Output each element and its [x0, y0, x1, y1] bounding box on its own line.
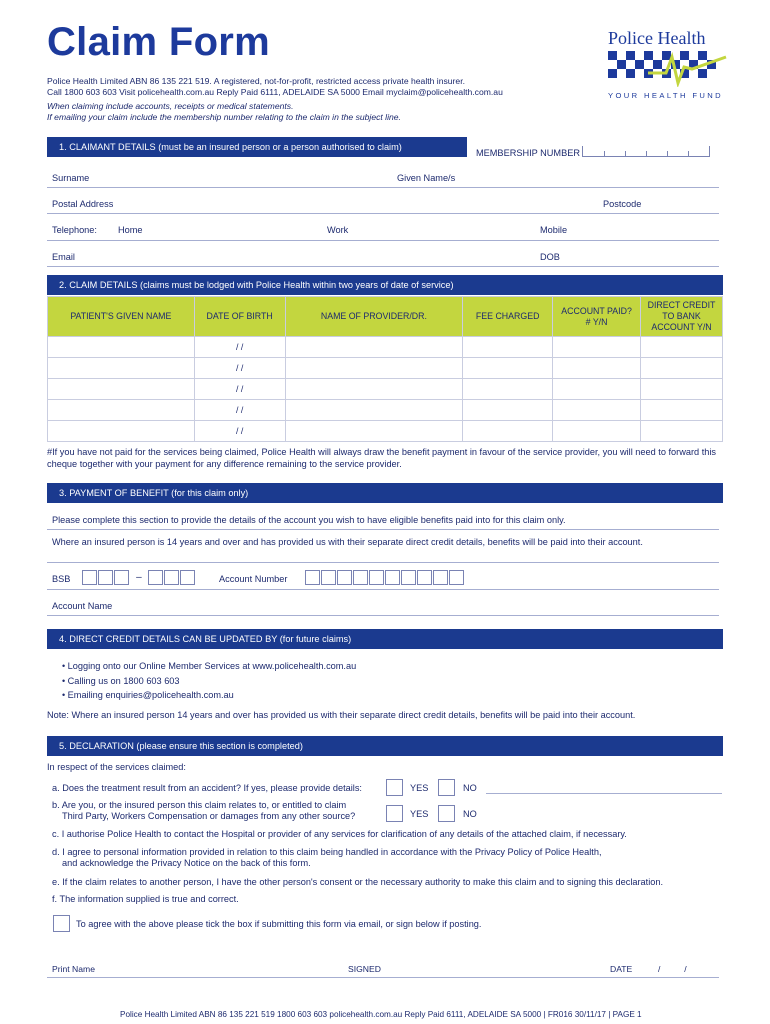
section3-bar: 3. PAYMENT OF BENEFIT (for this claim only) — [47, 483, 723, 503]
col-patient-name: PATIENT'S GIVEN NAME — [48, 297, 195, 337]
bullet-text: Logging onto our Online Member Services at www.policehealth.com.au — [67, 661, 357, 671]
question-b-line2: Third Party, Workers Compensation or damages from any other source? — [62, 811, 356, 821]
statement-d-line2: and acknowledge the Privacy Notice on the back of this form. — [62, 858, 311, 868]
postal-address-field[interactable] — [47, 213, 719, 214]
work-phone-label: Work — [327, 225, 349, 235]
col-fee: FEE CHARGED — [463, 297, 553, 337]
update-option-phone: • Calling us on 1800 603 603 — [62, 676, 180, 686]
signed-label: SIGNED — [348, 964, 381, 974]
telephone-label: Telephone: — [52, 225, 97, 235]
home-phone-label: Home — [118, 225, 143, 235]
given-names-label: Given Name/s — [397, 173, 456, 183]
statement-d-line1: d. I agree to personal information provided in relation to this claim being handled in accordance with the Privacy Policy of Police Health, — [52, 847, 602, 857]
table-row[interactable] — [48, 400, 723, 421]
insurer-info: Police Health Limited ABN 86 135 221 519. A registered, not-for-profit, restricted access private health insurer. — [47, 76, 465, 86]
agree-text: To agree with the above please tick the box if submitting this form via email, or sign below if posting. — [76, 919, 482, 929]
membership-label: MEMBERSHIP NUMBER — [476, 148, 580, 158]
direct-credit-note: Note: Where an insured person 14 years and over has provided us with their separate direct credit details, benefits will be paid into their account. — [47, 710, 636, 720]
dob-cell[interactable]: / / — [194, 379, 285, 400]
telephone-field[interactable] — [47, 240, 719, 241]
payment-note: #If you have not paid for the services being claimed, Police Health will always draw the benefit payment in favour of the service provider, you will need to forward this cheque together with your payment for any difference remaining to the service provider. — [47, 447, 716, 469]
col-account-paid: ACCOUNT PAID?# Y/N — [553, 297, 641, 337]
email-field[interactable] — [47, 266, 719, 267]
print-name-label: Print Name — [52, 964, 95, 974]
logo-tagline: YOUR HEALTH FUND — [608, 91, 724, 100]
divider — [47, 529, 719, 530]
claims-table — [47, 296, 723, 442]
police-health-logo — [608, 28, 728, 100]
membership-number-field[interactable] — [582, 146, 710, 157]
third-party-no-checkbox[interactable] — [438, 805, 455, 822]
col-direct-credit: DIRECT CREDIT TO BANK ACCOUNT Y/N — [641, 297, 723, 337]
section1-bar: 1. CLAIMANT DETAILS (must be an insured person or a person authorised to claim) — [47, 137, 467, 157]
section2-bar: 2. CLAIM DETAILS (claims must be lodged with Police Health within two years of date of service) — [47, 275, 723, 295]
accident-no-checkbox[interactable] — [438, 779, 455, 796]
divider — [47, 562, 719, 563]
col-dob: DATE OF BIRTH — [194, 297, 285, 337]
statement-f: f. The information supplied is true and correct. — [52, 894, 239, 904]
question-a: a. Does the treatment result from an accident? If yes, please provide details: — [52, 783, 362, 793]
account-name-label: Account Name — [52, 601, 113, 611]
dob-cell[interactable]: / / — [194, 421, 285, 442]
question-b-line1: b. Are you, or the insured person this claim relates to, or entitled to claim — [52, 800, 347, 810]
logo-name: Police Health — [608, 28, 706, 48]
yes-label: YES — [410, 783, 429, 793]
account-number-field[interactable] — [305, 569, 465, 587]
yes-label: YES — [410, 809, 429, 819]
footer-text: Police Health Limited ABN 86 135 221 519 1800 603 603 policehealth.com.au Reply Paid 6111, ADELAIDE SA 5000 | FR016 30/11/17 | PAGE 1 — [120, 1010, 642, 1019]
accident-details-field[interactable] — [486, 793, 722, 794]
bullet-text: Calling us on 1800 603 603 — [67, 676, 180, 686]
date-slashes: / / — [658, 964, 687, 974]
bsb-label: BSB — [52, 574, 71, 584]
col-provider: NAME OF PROVIDER/DR. — [285, 297, 463, 337]
date-label: DATE — [610, 964, 633, 974]
divider — [47, 589, 719, 590]
bsb-field[interactable]: – — [82, 569, 196, 587]
section5-bar: 5. DECLARATION (please ensure this section is completed) — [47, 736, 723, 756]
no-label: NO — [463, 809, 477, 819]
surname-label: Surname — [52, 173, 90, 183]
agree-checkbox[interactable] — [53, 915, 70, 932]
checkered-heartbeat-icon — [608, 51, 728, 87]
email-note: If emailing your claim include the membership number relating to the claim in the subject line. — [47, 112, 401, 122]
claim-note: When claiming include accounts, receipts or medical statements. — [47, 101, 294, 111]
postcode-label: Postcode — [603, 199, 642, 209]
table-row[interactable] — [48, 421, 723, 442]
mobile-label: Mobile — [540, 225, 568, 235]
update-option-email: • Emailing enquiries@policehealth.com.au — [62, 690, 234, 700]
declaration-intro: In respect of the services claimed: — [47, 762, 186, 772]
contact-info: Call 1800 603 603 Visit policehealth.com.au Reply Paid 6111, ADELAIDE SA 5000 Email myclaim@policehealth.com.au — [47, 87, 503, 97]
statement-c: c. I authorise Police Health to contact the Hospital or provider of any services for clarification of any details of the attached claim, if necessary. — [52, 829, 627, 839]
dob-label: DOB — [540, 252, 560, 262]
update-option-online: • Logging onto our Online Member Services at www.policehealth.com.au — [62, 661, 357, 671]
no-label: NO — [463, 783, 477, 793]
dob-cell[interactable]: / / — [194, 337, 285, 358]
account-name-field[interactable] — [47, 615, 719, 616]
table-row[interactable] — [48, 358, 723, 379]
accident-yes-checkbox[interactable] — [386, 779, 403, 796]
payment-text-1: Please complete this section to provide the details of the account you wish to have eligible benefits paid into for this claim only. — [52, 515, 566, 525]
table-row[interactable] — [48, 379, 723, 400]
postal-address-label: Postal Address — [52, 199, 114, 209]
statement-e: e. If the claim relates to another person, I have the other person's consent or the necessary authority to make this claim and to signing this declaration. — [52, 877, 664, 887]
payment-text-2: Where an insured person is 14 years and over and has provided us with their separate direct credit details, benefits will be paid into their account. — [52, 537, 643, 547]
account-number-label: Account Number — [219, 574, 288, 584]
dob-cell[interactable]: / / — [194, 358, 285, 379]
signature-line[interactable] — [47, 977, 719, 978]
surname-field[interactable] — [47, 187, 719, 188]
section4-bar: 4. DIRECT CREDIT DETAILS CAN BE UPDATED BY (for future claims) — [47, 629, 723, 649]
page-title: Claim Form — [47, 20, 271, 64]
bullet-text: Emailing enquiries@policehealth.com.au — [67, 690, 234, 700]
third-party-yes-checkbox[interactable] — [386, 805, 403, 822]
table-row[interactable] — [48, 337, 723, 358]
email-label: Email — [52, 252, 75, 262]
dob-cell[interactable]: / / — [194, 400, 285, 421]
